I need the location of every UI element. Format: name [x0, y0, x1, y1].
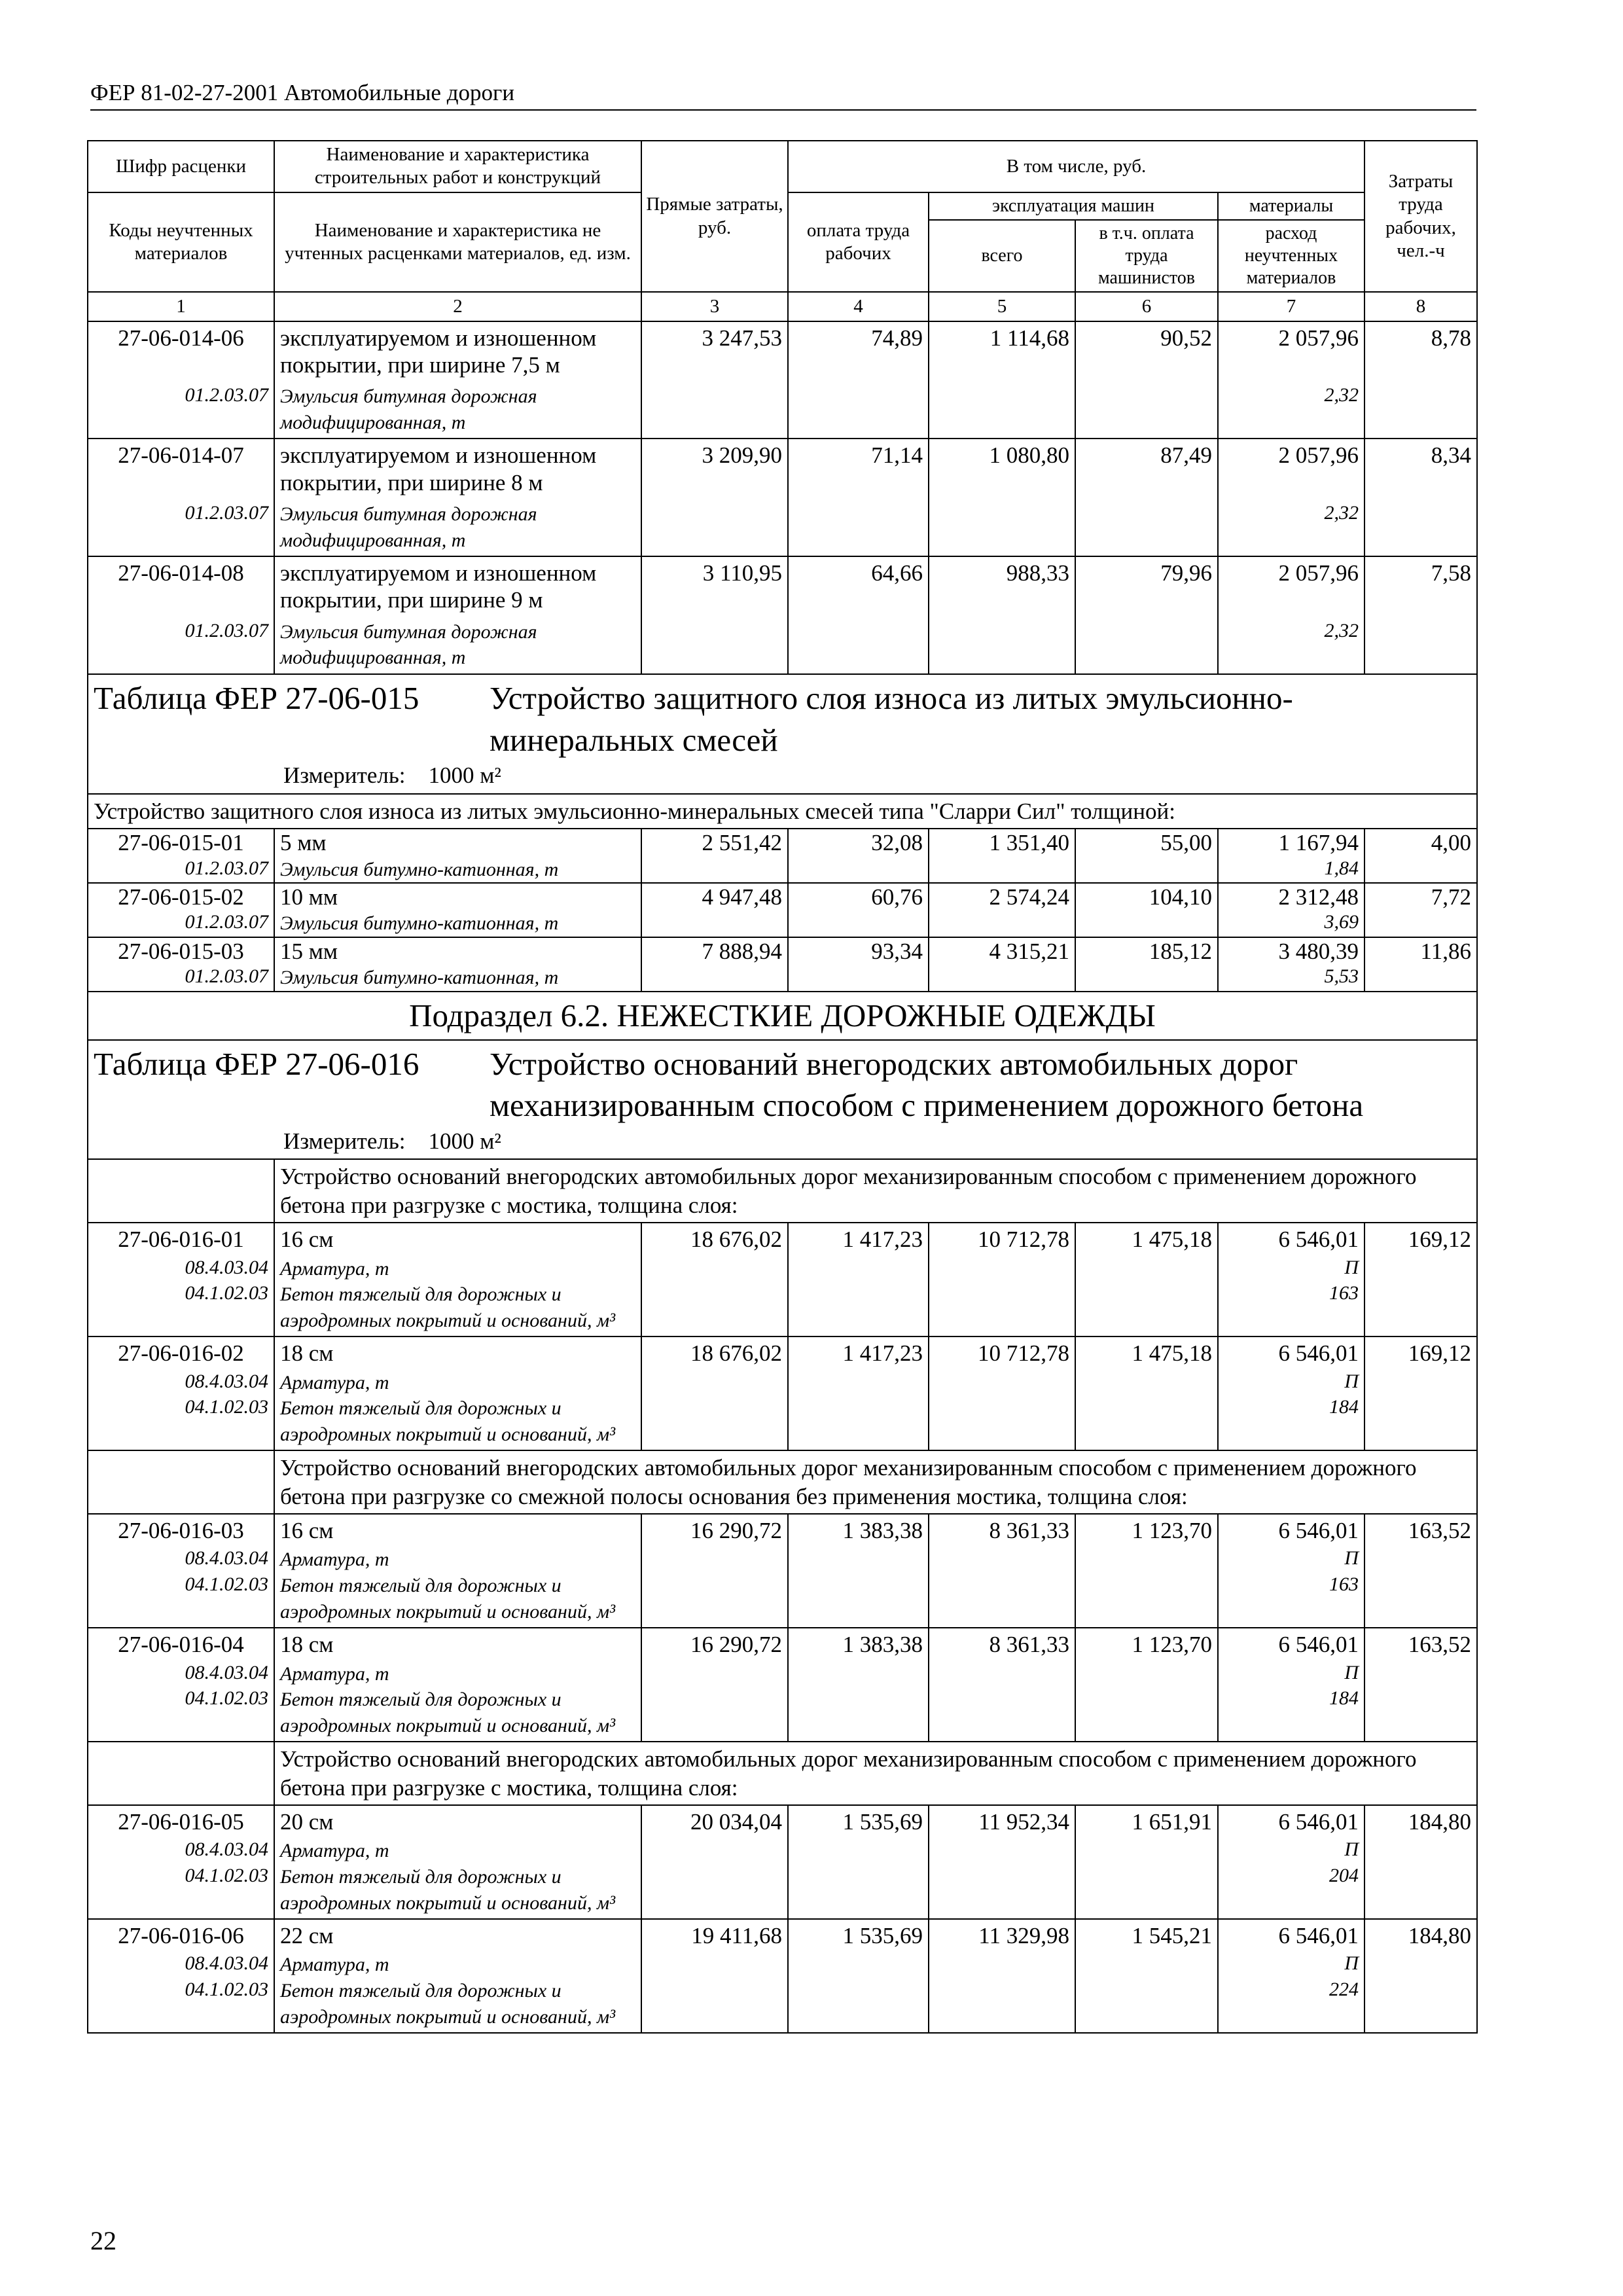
material-consumption: П	[1218, 1838, 1364, 1864]
col-name-header: Наименование и характеристика строительных работ и конструкций	[274, 141, 641, 192]
materials-cost: 3 480,39	[1218, 937, 1364, 965]
machine-cost-total: 8 361,33	[929, 1628, 1075, 1742]
materials-cost: 6 546,01	[1218, 1223, 1364, 1255]
col-num: 8	[1364, 292, 1477, 321]
group-description: Устройство оснований внегородских автомобильных дорог механизированным способом с применением дорожного бетона при разгрузке с мостика, толщина слоя:	[274, 1159, 1477, 1223]
col-direct-header: Прямые затраты, руб.	[641, 141, 788, 292]
labor-hours: 163,52	[1364, 1514, 1477, 1628]
rate-code: 27-06-016-02	[88, 1336, 274, 1369]
material-consumption: П	[1218, 1952, 1364, 1978]
col-machines-header: эксплуатация машин	[929, 192, 1218, 220]
direct-cost: 16 290,72	[641, 1628, 788, 1742]
material-code: 01.2.03.07	[88, 381, 274, 439]
direct-cost: 20 034,04	[641, 1805, 788, 1919]
col-mach-total-header: всего	[929, 220, 1075, 292]
labor-hours: 169,12	[1364, 1336, 1477, 1450]
worker-wages: 1 417,23	[788, 1336, 929, 1450]
machinist-wages: 55,00	[1075, 829, 1218, 883]
column-number-row	[88, 292, 1477, 321]
worker-wages: 60,76	[788, 883, 929, 937]
table-row	[88, 1336, 1477, 1369]
table-row	[88, 1919, 1477, 1952]
rate-code: 27-06-016-06	[88, 1919, 274, 1952]
material-name: Бетон тяжелый для дорожных и аэродромных покрытий и оснований, м³	[274, 1395, 641, 1450]
material-name: Бетон тяжелый для дорожных и аэродромных покрытий и оснований, м³	[274, 1864, 641, 1919]
table-row	[88, 556, 1477, 617]
rate-code: 27-06-016-03	[88, 1514, 274, 1547]
material-code: 08.4.03.04	[88, 1256, 274, 1282]
machine-cost-total: 1 080,80	[929, 439, 1075, 556]
table-row	[88, 883, 1477, 910]
table-015-measure	[94, 761, 1471, 791]
group-description: Устройство оснований внегородских автомобильных дорог механизированным способом с применением дорожного бетона при разгрузке со смежной полосы основания без применения мостика, толщина слоя:	[274, 1450, 1477, 1514]
table-016-heading	[88, 1040, 1477, 1160]
materials-cost: 2 312,48	[1218, 883, 1364, 910]
machine-cost-total: 10 712,78	[929, 1336, 1075, 1450]
table-016-measure	[94, 1126, 1471, 1157]
material-code: 01.2.03.07	[88, 617, 274, 674]
material-consumption: 163	[1218, 1573, 1364, 1628]
header-rule	[90, 109, 1476, 111]
material-consumption: П	[1218, 1256, 1364, 1282]
page-number: 22	[90, 2226, 116, 2255]
group-description: Устройство оснований внегородских автомобильных дорог механизированным способом с применением дорожного бетона при разгрузке с мостика, толщина слоя:	[274, 1742, 1477, 1805]
material-consumption: П	[1218, 1547, 1364, 1573]
labor-hours: 8,34	[1364, 439, 1477, 556]
material-name: Эмульсия битумная дорожная модифицированная, т	[274, 499, 641, 556]
material-name: Эмульсия битумно-катионная, т	[274, 857, 641, 884]
machinist-wages: 104,10	[1075, 883, 1218, 937]
machine-cost-total: 1 114,68	[929, 321, 1075, 439]
material-consumption: П	[1218, 1661, 1364, 1687]
worker-wages: 1 417,23	[788, 1223, 929, 1336]
labor-hours: 8,78	[1364, 321, 1477, 439]
machine-cost-total: 1 351,40	[929, 829, 1075, 883]
material-code: 04.1.02.03	[88, 1282, 274, 1336]
blank-cell	[88, 1159, 274, 1223]
col-code-header: Шифр расценки	[88, 141, 274, 192]
machinist-wages: 1 475,18	[1075, 1223, 1218, 1336]
labor-hours: 7,58	[1364, 556, 1477, 674]
material-code: 08.4.03.04	[88, 1952, 274, 1978]
rate-name: 20 см	[274, 1805, 641, 1838]
measure-value: 1000 м²	[428, 762, 501, 789]
material-name: Бетон тяжелый для дорожных и аэродромных покрытий и оснований, м³	[274, 1687, 641, 1742]
material-code: 08.4.03.04	[88, 1370, 274, 1396]
col-num: 7	[1218, 292, 1364, 321]
rate-code: 27-06-016-04	[88, 1628, 274, 1660]
table-015-title: Устройство защитного слоя износа из литых эмульсионно-минеральных смесей	[490, 679, 1293, 758]
direct-cost: 7 888,94	[641, 937, 788, 992]
materials-cost: 2 057,96	[1218, 321, 1364, 382]
material-code: 08.4.03.04	[88, 1661, 274, 1687]
worker-wages: 1 535,69	[788, 1805, 929, 1919]
worker-wages: 71,14	[788, 439, 929, 556]
material-code: 08.4.03.04	[88, 1838, 274, 1864]
material-name: Эмульсия битумно-катионная, т	[274, 910, 641, 937]
direct-cost: 19 411,68	[641, 1919, 788, 2033]
table-015-body	[88, 829, 1477, 992]
machinist-wages: 1 651,91	[1075, 1805, 1218, 1919]
machinist-wages: 185,12	[1075, 937, 1218, 992]
labor-hours: 163,52	[1364, 1628, 1477, 1742]
worker-wages: 1 535,69	[788, 1919, 929, 2033]
material-code: 01.2.03.07	[88, 910, 274, 937]
labor-hours: 169,12	[1364, 1223, 1477, 1336]
materials-cost: 6 546,01	[1218, 1514, 1364, 1547]
labor-hours: 4,00	[1364, 829, 1477, 883]
machine-cost-total: 4 315,21	[929, 937, 1075, 992]
material-name: Арматура, т	[274, 1547, 641, 1573]
machinist-wages: 1 475,18	[1075, 1336, 1218, 1450]
table-015-label: Таблица ФЕР 27-06-015	[94, 679, 419, 716]
material-consumption: 163	[1218, 1282, 1364, 1336]
blank-cell	[88, 1742, 274, 1805]
subsection-section	[88, 992, 1477, 1160]
group-description-row	[88, 1450, 1477, 1514]
col-mach-wages-header: в т.ч. оплата труда машинистов	[1075, 220, 1218, 292]
material-name: Эмульсия битумная дорожная модифицированная, т	[274, 617, 641, 674]
measure-value: 1000 м²	[428, 1128, 501, 1154]
rate-code: 27-06-016-05	[88, 1805, 274, 1838]
table-016-body	[88, 1159, 1477, 2033]
machinist-wages: 87,49	[1075, 439, 1218, 556]
machine-cost-total: 11 952,34	[929, 1805, 1075, 1919]
materials-cost: 6 546,01	[1218, 1919, 1364, 1952]
rate-name: 18 см	[274, 1628, 641, 1660]
materials-cost: 2 057,96	[1218, 556, 1364, 617]
group-description-row	[88, 1159, 1477, 1223]
material-code: 04.1.02.03	[88, 1395, 274, 1450]
machine-cost-total: 8 361,33	[929, 1514, 1075, 1628]
col-num: 5	[929, 292, 1075, 321]
rate-code: 27-06-016-01	[88, 1223, 274, 1255]
rate-code: 27-06-014-06	[88, 321, 274, 382]
direct-cost: 18 676,02	[641, 1336, 788, 1450]
worker-wages: 93,34	[788, 937, 929, 992]
col-num: 3	[641, 292, 788, 321]
material-code: 04.1.02.03	[88, 1573, 274, 1628]
table-016-label: Таблица ФЕР 27-06-016	[94, 1045, 419, 1082]
material-consumption: 5,53	[1218, 965, 1364, 992]
table-014-body	[88, 321, 1477, 674]
machine-cost-total: 988,33	[929, 556, 1075, 674]
col-wages-header: оплата труда рабочих	[788, 192, 929, 293]
table-row	[88, 439, 1477, 499]
col-num: 6	[1075, 292, 1218, 321]
material-code: 04.1.02.03	[88, 1978, 274, 2033]
blank-cell	[88, 1450, 274, 1514]
direct-cost: 2 551,42	[641, 829, 788, 883]
material-consumption: 3,69	[1218, 910, 1364, 937]
labor-hours: 184,80	[1364, 1805, 1477, 1919]
col-num: 1	[88, 292, 274, 321]
table-015-section	[88, 674, 1477, 829]
materials-cost: 2 057,96	[1218, 439, 1364, 499]
rate-code: 27-06-014-08	[88, 556, 274, 617]
machine-cost-total: 2 574,24	[929, 883, 1075, 937]
material-consumption: 224	[1218, 1978, 1364, 2033]
worker-wages: 1 383,38	[788, 1514, 929, 1628]
table-015-description: Устройство защитного слоя износа из литых эмульсионно-минеральных смесей типа "Сларри Сил" толщиной:	[88, 794, 1477, 829]
material-consumption: П	[1218, 1370, 1364, 1396]
material-code: 04.1.02.03	[88, 1864, 274, 1919]
table-row	[88, 937, 1477, 965]
material-code: 01.2.03.07	[88, 965, 274, 992]
subsection-title: Подраздел 6.2. НЕЖЕСТКИЕ ДОРОЖНЫЕ ОДЕЖДЫ	[88, 992, 1477, 1040]
col-num: 2	[274, 292, 641, 321]
direct-cost: 18 676,02	[641, 1223, 788, 1336]
material-name: Арматура, т	[274, 1370, 641, 1396]
material-consumption: 184	[1218, 1395, 1364, 1450]
table-row	[88, 1805, 1477, 1838]
col-materials-header: материалы	[1218, 192, 1364, 220]
rate-name: эксплуатируемом и изношенном покрытии, при ширине 9 м	[274, 556, 641, 617]
rate-code: 27-06-015-02	[88, 883, 274, 910]
material-consumption: 1,84	[1218, 857, 1364, 884]
col-code2-header: Коды неучтенных материалов	[88, 192, 274, 293]
material-name: Эмульсия битумно-катионная, т	[274, 965, 641, 992]
material-consumption: 2,32	[1218, 499, 1364, 556]
rate-name: 16 см	[274, 1223, 641, 1255]
table-row	[88, 829, 1477, 856]
machinist-wages: 1 123,70	[1075, 1628, 1218, 1742]
col-incl-header: В том числе, руб.	[788, 141, 1364, 192]
measure-label: Измеритель:	[283, 762, 406, 789]
machine-cost-total: 11 329,98	[929, 1919, 1075, 2033]
material-consumption: 2,32	[1218, 617, 1364, 674]
machinist-wages: 1 123,70	[1075, 1514, 1218, 1628]
material-code: 01.2.03.07	[88, 499, 274, 556]
material-name: Арматура, т	[274, 1256, 641, 1282]
rate-name: 16 см	[274, 1514, 641, 1547]
col-labor-header: Затраты труда рабочих, чел.-ч	[1364, 141, 1477, 292]
rate-code: 27-06-015-03	[88, 937, 274, 965]
group-description-row	[88, 1742, 1477, 1805]
material-name: Бетон тяжелый для дорожных и аэродромных покрытий и оснований, м³	[274, 1573, 641, 1628]
rate-name: эксплуатируемом и изношенном покрытии, при ширине 8 м	[274, 439, 641, 499]
rate-code: 27-06-015-01	[88, 829, 274, 856]
col-name2-header: Наименование и характеристика не учтенных расценками материалов, ед. изм.	[274, 192, 641, 293]
material-name: Арматура, т	[274, 1661, 641, 1687]
worker-wages: 74,89	[788, 321, 929, 439]
rate-code: 27-06-014-07	[88, 439, 274, 499]
table-016-title: Устройство оснований внегородских автомобильных дорог механизированным способом с применением дорожного бетона	[490, 1045, 1364, 1124]
machine-cost-total: 10 712,78	[929, 1223, 1075, 1336]
rate-name: 18 см	[274, 1336, 641, 1369]
table-row	[88, 1514, 1477, 1547]
table-015-heading	[88, 674, 1477, 794]
materials-cost: 1 167,94	[1218, 829, 1364, 856]
rates-table	[87, 140, 1478, 2034]
direct-cost: 3 110,95	[641, 556, 788, 674]
labor-hours: 184,80	[1364, 1919, 1477, 2033]
table-row	[88, 1628, 1477, 1660]
worker-wages: 1 383,38	[788, 1628, 929, 1742]
material-name: Эмульсия битумная дорожная модифицированная, т	[274, 381, 641, 439]
direct-cost: 3 209,90	[641, 439, 788, 556]
material-consumption: 184	[1218, 1687, 1364, 1742]
material-code: 08.4.03.04	[88, 1547, 274, 1573]
materials-cost: 6 546,01	[1218, 1628, 1364, 1660]
rate-name: эксплуатируемом и изношенном покрытии, при ширине 7,5 м	[274, 321, 641, 382]
labor-hours: 11,86	[1364, 937, 1477, 992]
rate-name: 10 мм	[274, 883, 641, 910]
material-name: Арматура, т	[274, 1952, 641, 1978]
machinist-wages: 1 545,21	[1075, 1919, 1218, 2033]
labor-hours: 7,72	[1364, 883, 1477, 937]
rate-name: 5 мм	[274, 829, 641, 856]
table-row	[88, 1223, 1477, 1255]
col-mat-unacc-header: расход неучтенных материалов	[1218, 220, 1364, 292]
document-header-title: ФЕР 81-02-27-2001 Автомобильные дороги	[90, 80, 515, 105]
measure-label: Измеритель:	[283, 1128, 406, 1154]
material-code: 04.1.02.03	[88, 1687, 274, 1742]
direct-cost: 4 947,48	[641, 883, 788, 937]
machinist-wages: 90,52	[1075, 321, 1218, 439]
table-row	[88, 321, 1477, 382]
materials-cost: 6 546,01	[1218, 1805, 1364, 1838]
material-consumption: 204	[1218, 1864, 1364, 1919]
direct-cost: 3 247,53	[641, 321, 788, 439]
col-num: 4	[788, 292, 929, 321]
worker-wages: 64,66	[788, 556, 929, 674]
materials-cost: 6 546,01	[1218, 1336, 1364, 1369]
rate-name: 15 мм	[274, 937, 641, 965]
material-consumption: 2,32	[1218, 381, 1364, 439]
material-name: Арматура, т	[274, 1838, 641, 1864]
direct-cost: 16 290,72	[641, 1514, 788, 1628]
machinist-wages: 79,96	[1075, 556, 1218, 674]
material-code: 01.2.03.07	[88, 857, 274, 884]
worker-wages: 32,08	[788, 829, 929, 883]
rate-name: 22 см	[274, 1919, 641, 1952]
material-name: Бетон тяжелый для дорожных и аэродромных покрытий и оснований, м³	[274, 1282, 641, 1336]
material-name: Бетон тяжелый для дорожных и аэродромных покрытий и оснований, м³	[274, 1978, 641, 2033]
